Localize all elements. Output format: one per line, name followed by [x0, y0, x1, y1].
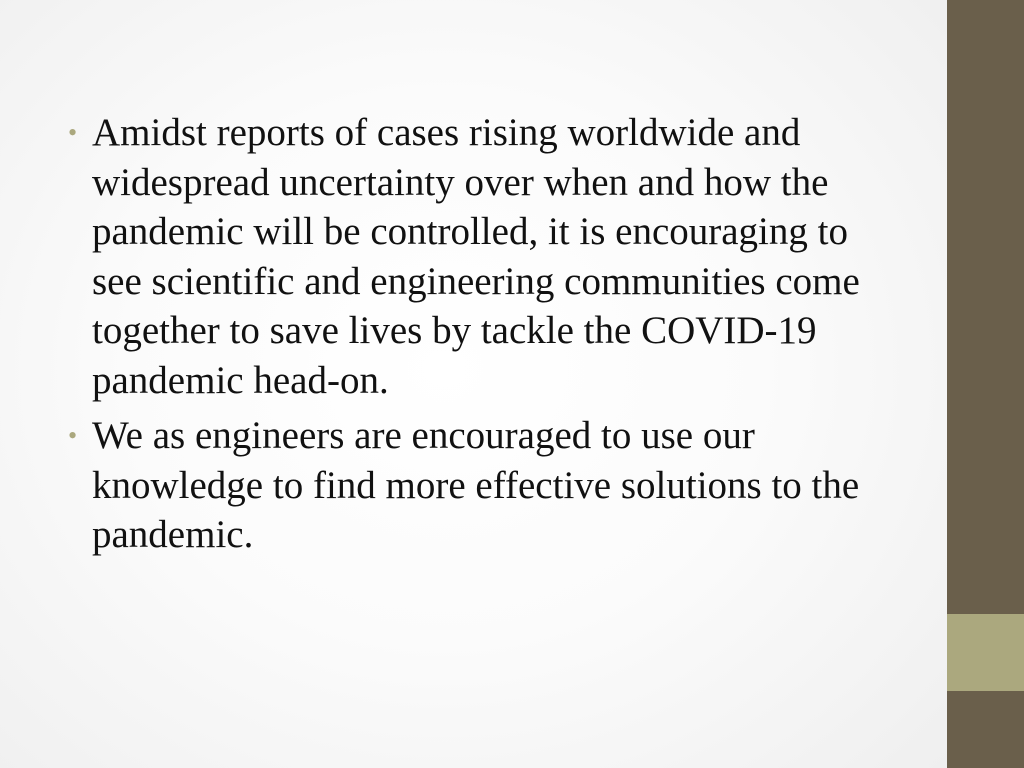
decorative-sidebar [947, 0, 1024, 768]
sidebar-accent-block [947, 614, 1024, 691]
bullet-dot-icon: • [68, 421, 78, 450]
bullet-item [66, 108, 886, 405]
bullet-text: We as engineers are encouraged to use our knowledge to find more effective solutions to the pandemic. [92, 414, 860, 556]
bullet-dot-icon: • [68, 118, 78, 147]
bullet-item [66, 411, 886, 560]
slide-content [66, 108, 886, 566]
bullet-list [66, 108, 886, 560]
bullet-text: Amidst reports of cases rising worldwide and widespread uncertainty over when and how the pandemic will be controlled, it is encouraging to see scientific and engineering communities come together to save lives by tackle the COVID-19 pandemic head-on. [92, 111, 860, 402]
